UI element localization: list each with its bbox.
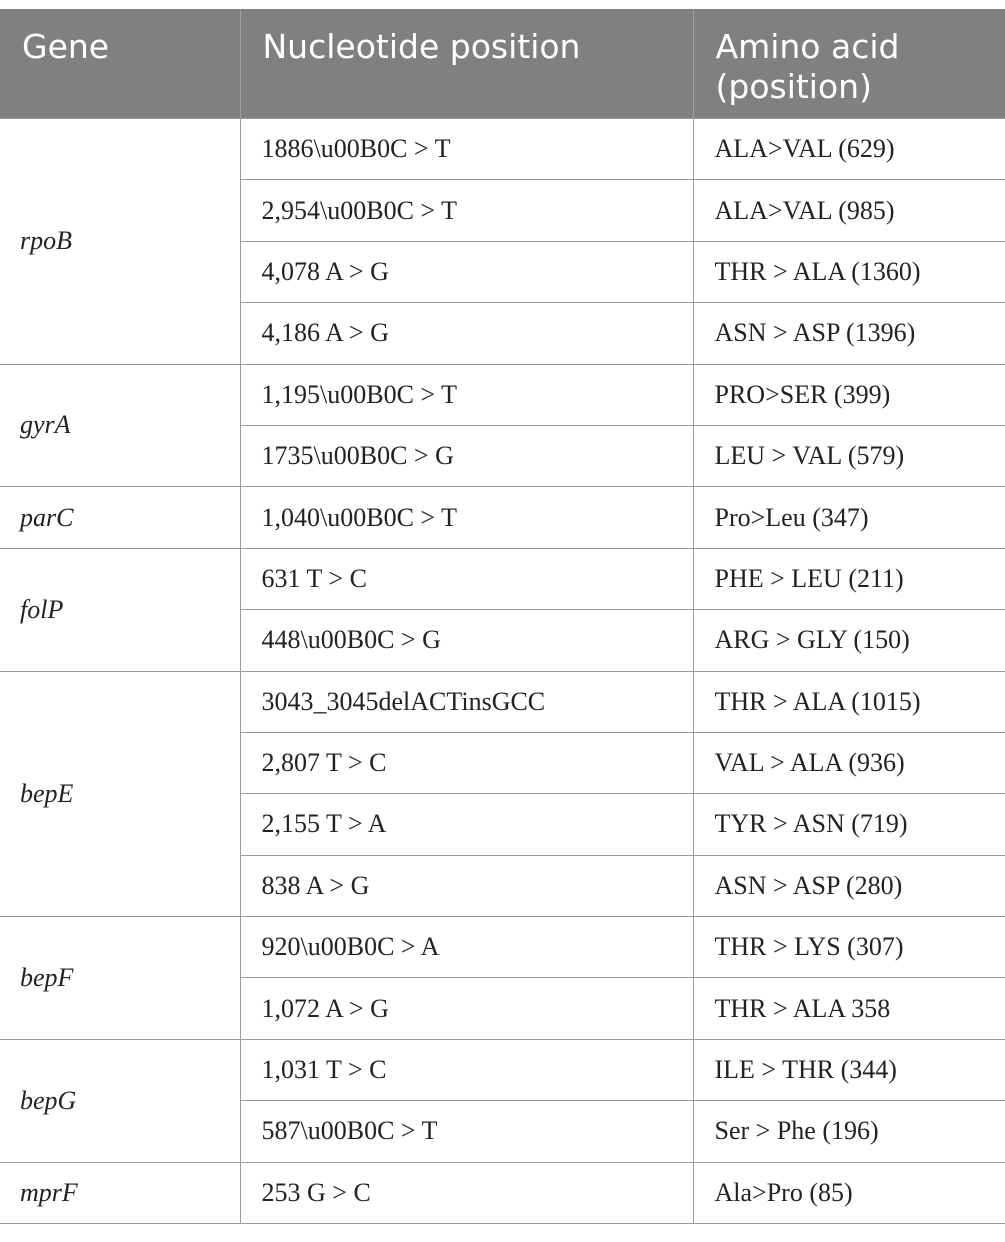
header-row (0, 9, 1005, 119)
amino-acid-cell: LEU > VAL (579) (693, 425, 1005, 486)
gene-cell: bepG (0, 1039, 240, 1162)
nucleotide-position-cell: 2,954\u00B0C > T (240, 180, 693, 241)
amino-acid-cell: THR > ALA 358 (693, 978, 1005, 1039)
gene-cell: rpoB (0, 119, 240, 365)
nucleotide-position-cell: 631 T > C (240, 548, 693, 609)
gene-cell: gyrA (0, 364, 240, 487)
gene-cell: bepE (0, 671, 240, 917)
nucleotide-position-cell: 1,195\u00B0C > T (240, 364, 693, 425)
nucleotide-position-cell: 587\u00B0C > T (240, 1101, 693, 1162)
nucleotide-position-cell: 1,072 A > G (240, 978, 693, 1039)
nucleotide-position-cell: 2,807 T > C (240, 732, 693, 793)
amino-acid-cell: ALA>VAL (985) (693, 180, 1005, 241)
table-row (0, 364, 1005, 425)
gene-cell: folP (0, 548, 240, 671)
amino-acid-cell: PRO>SER (399) (693, 364, 1005, 425)
amino-acid-cell: ASN > ASP (280) (693, 855, 1005, 916)
nucleotide-position-cell: 1735\u00B0C > G (240, 425, 693, 486)
mutation-table (0, 9, 1005, 1224)
amino-acid-cell: ALA>VAL (629) (693, 119, 1005, 180)
table-row (0, 1162, 1005, 1223)
amino-acid-cell: Ser > Phe (196) (693, 1101, 1005, 1162)
nucleotide-position-cell: 4,078 A > G (240, 241, 693, 302)
nucleotide-position-cell: 838 A > G (240, 855, 693, 916)
nucleotide-position-cell: 1,040\u00B0C > T (240, 487, 693, 548)
amino-acid-cell: VAL > ALA (936) (693, 732, 1005, 793)
nucleotide-position-cell: 1,031 T > C (240, 1039, 693, 1100)
header-amino-acid-line2: (position) (715, 67, 872, 106)
table-row (0, 671, 1005, 732)
amino-acid-cell: THR > ALA (1015) (693, 671, 1005, 732)
header-amino-acid (693, 9, 1005, 119)
nucleotide-position-cell: 448\u00B0C > G (240, 610, 693, 671)
gene-cell: mprF (0, 1162, 240, 1223)
amino-acid-cell: THR > LYS (307) (693, 917, 1005, 978)
amino-acid-cell: Ala>Pro (85) (693, 1162, 1005, 1223)
amino-acid-cell: Pro>Leu (347) (693, 487, 1005, 548)
nucleotide-position-cell: 4,186 A > G (240, 303, 693, 364)
header-amino-acid-line1: Amino acid (715, 27, 900, 66)
nucleotide-position-cell: 1886\u00B0C > T (240, 119, 693, 180)
amino-acid-cell: PHE > LEU (211) (693, 548, 1005, 609)
header-gene: Gene (0, 9, 240, 119)
table-row (0, 119, 1005, 180)
gene-cell: parC (0, 487, 240, 548)
amino-acid-cell: ARG > GLY (150) (693, 610, 1005, 671)
nucleotide-position-cell: 3043_3045delACTinsGCC (240, 671, 693, 732)
nucleotide-position-cell: 920\u00B0C > A (240, 917, 693, 978)
table-row (0, 1039, 1005, 1100)
table-row (0, 548, 1005, 609)
nucleotide-position-cell: 2,155 T > A (240, 794, 693, 855)
table-row (0, 487, 1005, 548)
nucleotide-position-cell: 253 G > C (240, 1162, 693, 1223)
amino-acid-cell: ILE > THR (344) (693, 1039, 1005, 1100)
amino-acid-cell: TYR > ASN (719) (693, 794, 1005, 855)
table-row (0, 917, 1005, 978)
amino-acid-cell: THR > ALA (1360) (693, 241, 1005, 302)
amino-acid-cell: ASN > ASP (1396) (693, 303, 1005, 364)
table-body (0, 119, 1005, 1224)
header-nucleotide-position: Nucleotide position (240, 9, 693, 119)
table-header (0, 9, 1005, 119)
gene-cell: bepF (0, 917, 240, 1040)
